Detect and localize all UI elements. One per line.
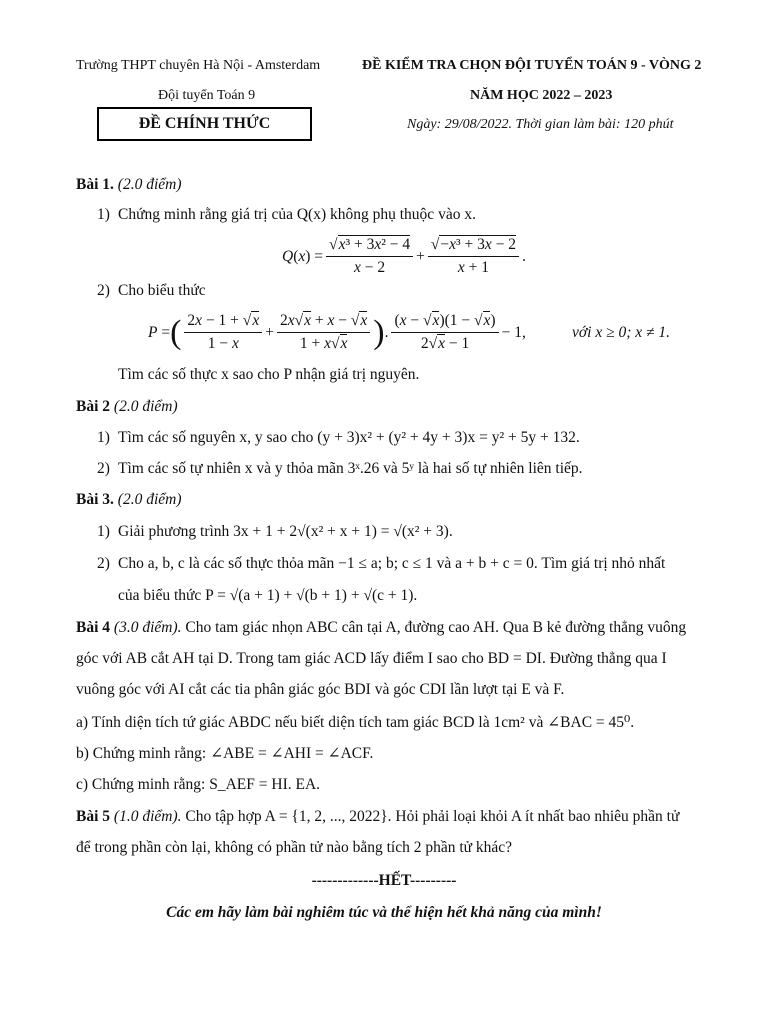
bai4-line2: góc với AB cắt AH tại D. Trong tam giác ACD lấy điểm I sao cho BD = DI. Đường thẳng qua I	[76, 650, 667, 667]
official-label: ĐỀ CHÍNH THỨC	[97, 107, 312, 141]
bai5-line1	[76, 808, 679, 826]
bai1-p2-task: Tìm các số thực x sao cho P nhận giá trị nguyên.	[118, 366, 420, 383]
team-name: Đội tuyển Toán 9	[158, 88, 256, 103]
bai4-line1	[76, 619, 686, 637]
bai5-text1: Cho tập hợp A = {1, 2, ..., 2022}. Hỏi phải loại khỏi A ít nhất bao nhiêu phần tử	[185, 808, 680, 825]
exam-title: ĐỀ KIỂM TRA CHỌN ĐỘI TUYỂN TOÁN 9 - VÒNG 2	[362, 58, 702, 73]
end-marker: -------------HẾT---------	[311, 872, 457, 889]
bai1-heading	[76, 176, 181, 194]
bai4-line3: vuông góc với AI cắt các tia phân giác góc BDI và góc CDI lần lượt tại E và F.	[76, 681, 565, 698]
p-formula: P = ( $\frac{2x - 1 + √x}{1 - x}$ + $\frac{2x√x + x - √x}{1 + x√x}$ ) . $\frac{(x - √x)(1 - √x)}{2√x - 1}$ − 1,	[148, 312, 526, 352]
bai1-p2-num: 2)	[97, 282, 110, 299]
bai2-p2-text: Tìm các số tự nhiên x và y thỏa mãn 3ˣ.26 và 5ʸ là hai số tự nhiên liên tiếp.	[118, 460, 583, 477]
bai2-p1-text: Tìm các số nguyên x, y sao cho (y + 3)x² + (y² + 4y + 3)x = y² + 5y + 132.	[118, 429, 580, 446]
bai4-title: Bài 4	[76, 619, 111, 636]
bai3-p2-text2: của biểu thức P = √(a + 1) + √(b + 1) + √(c + 1).	[118, 587, 418, 604]
bai2-points: (2.0 điểm)	[113, 398, 178, 415]
bai2-heading	[76, 398, 178, 416]
bai1-points: (2.0 điểm)	[117, 176, 182, 193]
bai4-points: (3.0 điểm).	[113, 619, 182, 636]
exam-date-time: Ngày: 29/08/2022. Thời gian làm bài: 120 phút	[407, 117, 674, 132]
bai4-part-c: c) Chứng minh rằng: S_AEF = HI. EA.	[76, 776, 321, 793]
bai3-p2-num: 2)	[97, 555, 110, 572]
bai4-text1: Cho tam giác nhọn ABC cân tại A, đường cao AH. Qua B kẻ đường thẳng vuông	[185, 619, 687, 636]
q-formula: Q ( x ) = $\frac{\text{√x³ + 3x² − 4}}{x - 2}$ + $\frac{\text{√−x³ + 3x − 2}}{x + 1}$ .	[282, 236, 526, 276]
closing-note: Các em hãy làm bài nghiêm túc và thể hiện hết khả năng của mình!	[166, 904, 602, 921]
bai4-part-b: b) Chứng minh rằng: ∠ABE = ∠AHI = ∠ACF.	[76, 745, 374, 762]
bai3-p2-text: Cho a, b, c là các số thực thỏa mãn −1 ≤ a; b; c ≤ 1 và a + b + c = 0. Tìm giá trị nhỏ nhất	[118, 555, 666, 572]
bai1-condition: với x ≥ 0; x ≠ 1.	[572, 324, 671, 341]
school-name: Trường THPT chuyên Hà Nội - Amsterdam	[76, 58, 321, 73]
school-year: NĂM HỌC 2022 – 2023	[470, 88, 613, 103]
bai2-title: Bài 2	[76, 398, 111, 415]
bai1-title: Bài 1.	[76, 176, 114, 193]
bai2-p2-num: 2)	[97, 460, 110, 477]
bai3-p1-text: Giải phương trình 3x + 1 + 2√(x² + x + 1) = √(x² + 3).	[118, 523, 453, 540]
bai1-p1-num: 1)	[97, 206, 110, 223]
bai1-p2-text: Cho biểu thức	[118, 282, 206, 299]
bai5-title: Bài 5	[76, 808, 111, 825]
bai5-line2: để trong phần còn lại, không có phần tử nào bằng tích 2 phần tử khác?	[76, 839, 513, 856]
bai1-p1-text: Chứng minh rằng giá trị của Q(x) không phụ thuộc vào x.	[118, 206, 476, 223]
bai5-points: (1.0 điểm).	[113, 808, 182, 825]
bai3-heading	[76, 491, 181, 509]
bai3-points: (2.0 điểm)	[117, 491, 182, 508]
bai3-title: Bài 3.	[76, 491, 114, 508]
bai4-part-a: a) Tính diện tích tứ giác ABDC nếu biết diện tích tam giác BCD là 1cm² và ∠BAC = 45⁰.	[76, 714, 635, 731]
bai3-p1-num: 1)	[97, 523, 110, 540]
bai2-p1-num: 1)	[97, 429, 110, 446]
